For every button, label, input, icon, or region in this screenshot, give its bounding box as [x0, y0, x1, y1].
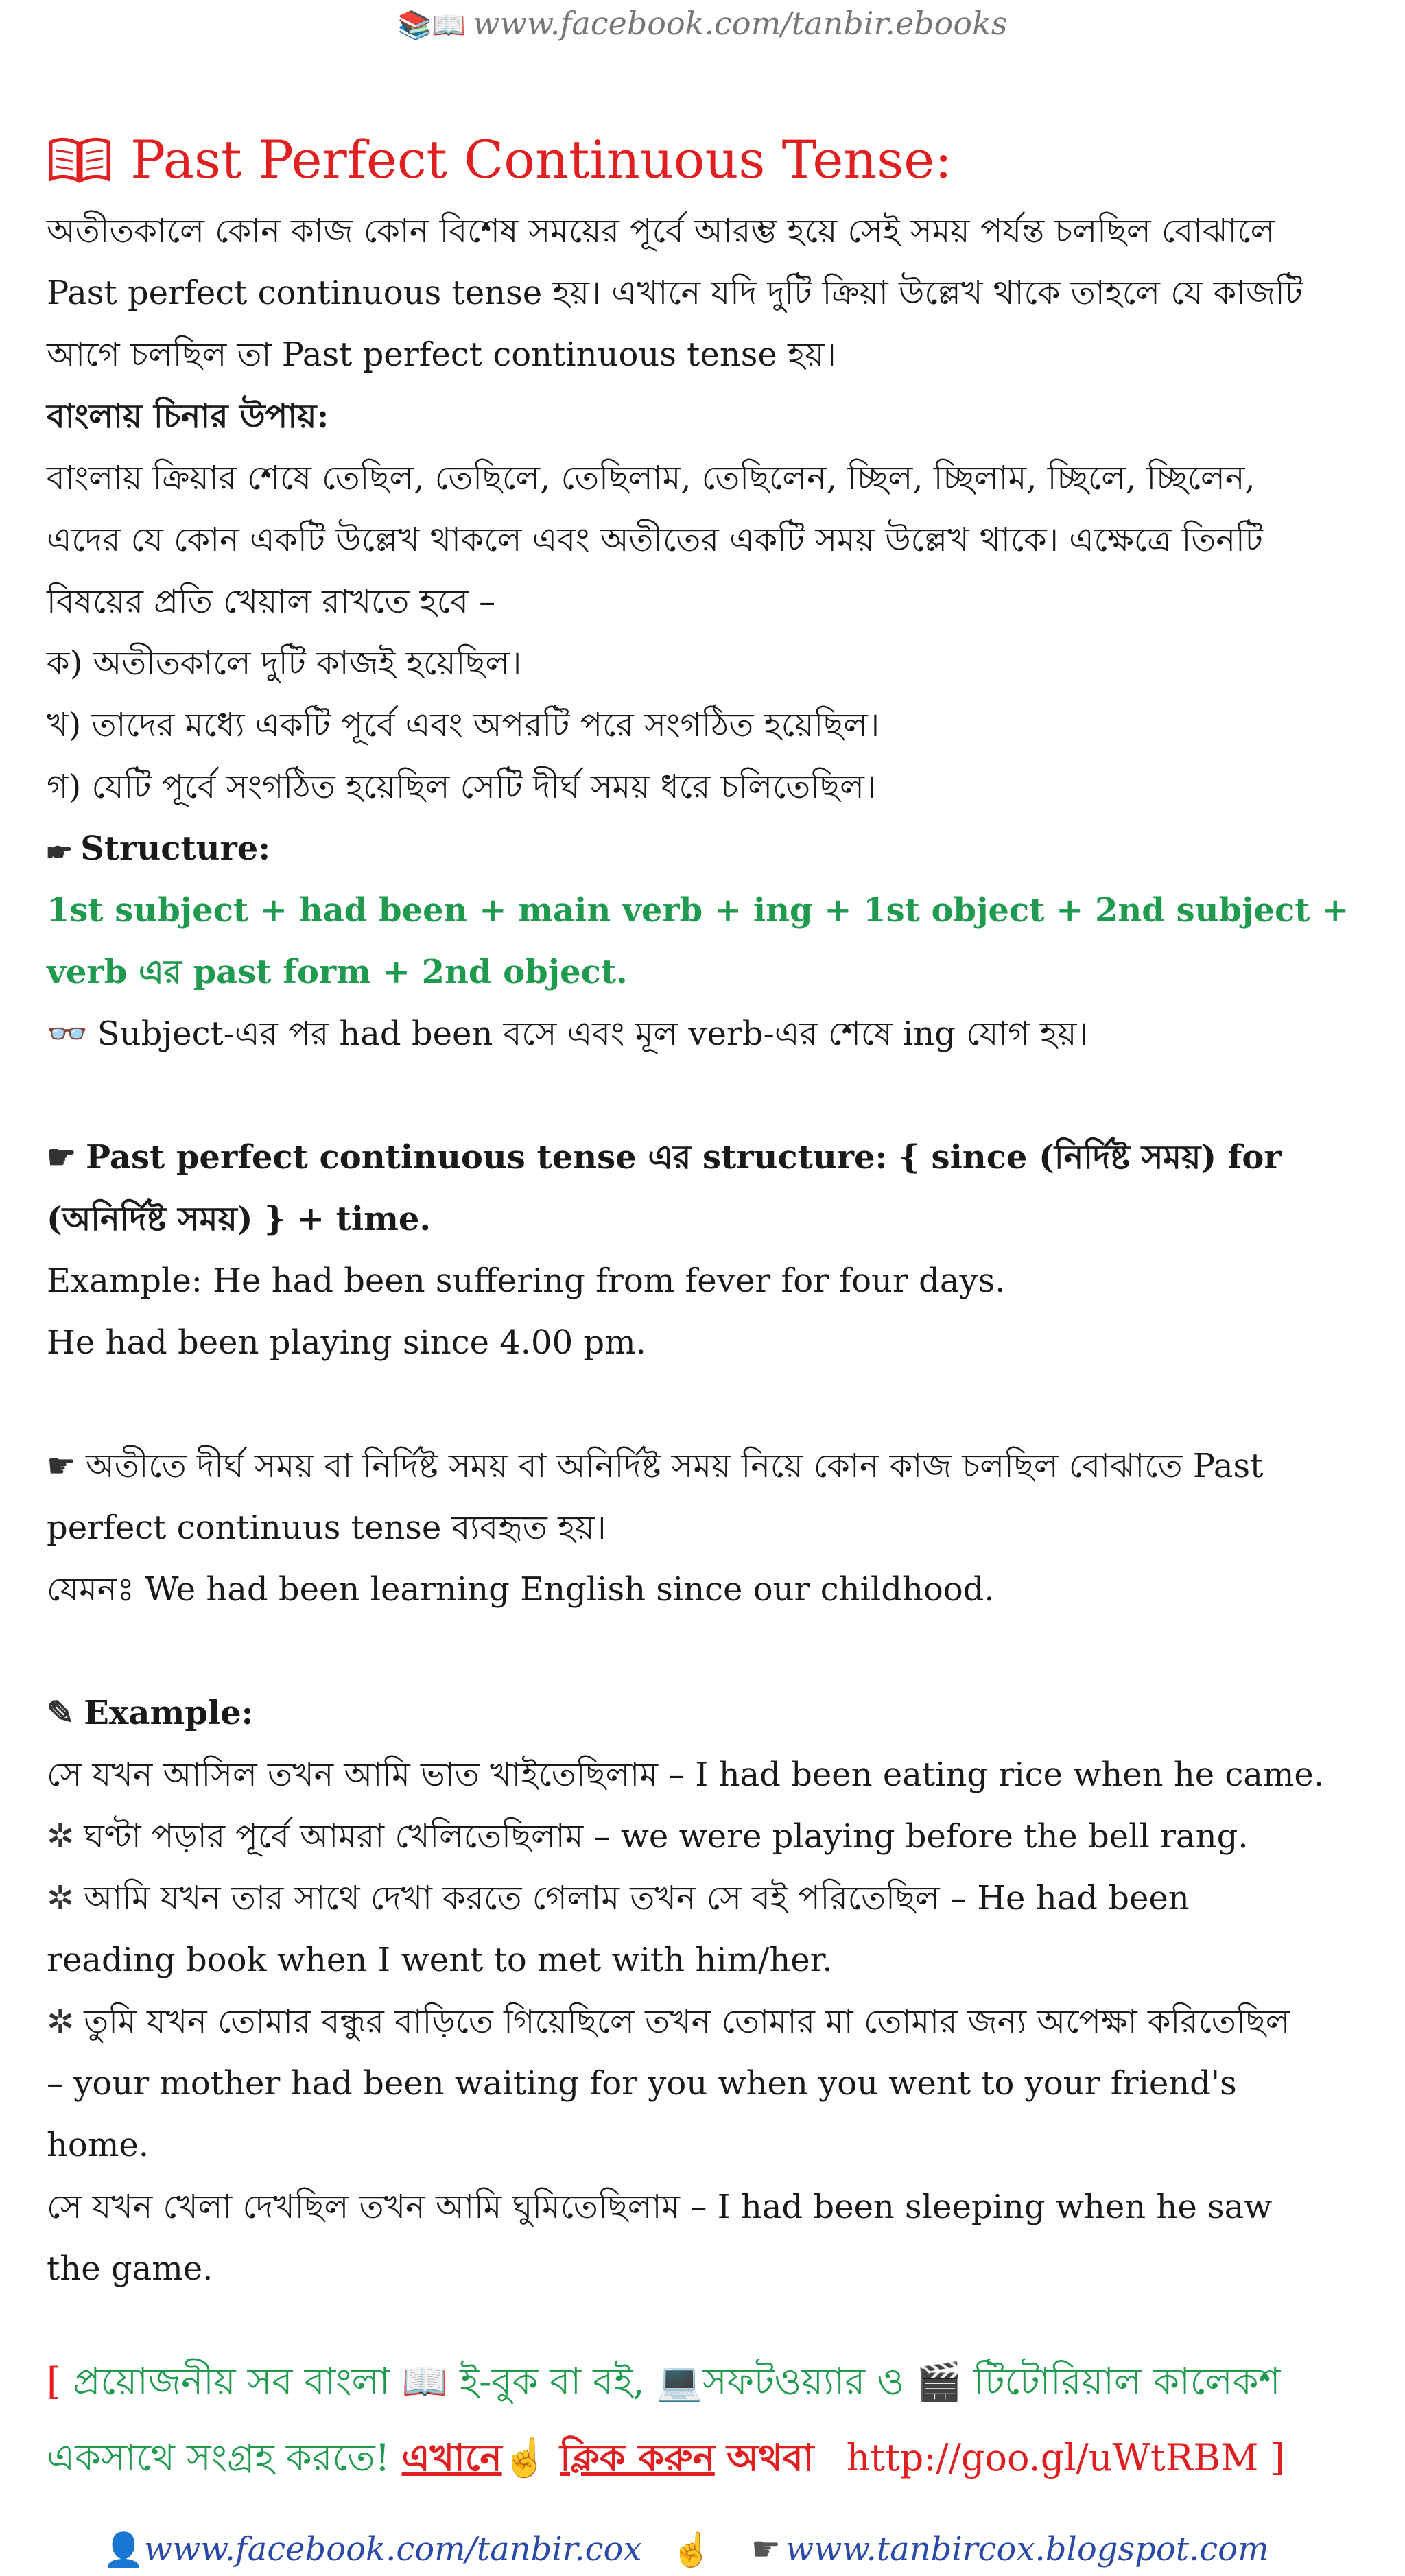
person-icon: 👤 — [103, 2531, 144, 2569]
spacer — [47, 1065, 1364, 1126]
hand-icon: 🖝 — [47, 829, 71, 868]
recognition-heading: বাংলায় চিনার উপায়: — [47, 397, 329, 436]
since-for-example-2: He had been playing since 4.00 pm. — [47, 1323, 646, 1362]
example-4 — [47, 1991, 1364, 2053]
example-heading-text: Example: — [84, 1694, 254, 1732]
example-5-cont: the game. — [47, 2249, 213, 2288]
promo-text-3: সফটওয়্যার ও — [702, 2360, 905, 2403]
star-icon: ✲ — [47, 1817, 75, 1856]
example-2-text: ঘণ্টা পড়ার পূর্বে আমরা খেলিতেছিলাম – we were playing before the bell rang. — [84, 1817, 1249, 1856]
page-header — [0, 3, 1405, 46]
glasses-icon: 👓 — [47, 1015, 88, 1053]
page-title: Past Perfect Continuous Tense: — [130, 128, 952, 190]
or-text: অথবা — [726, 2435, 814, 2479]
example-5: সে যখন খেলা দেখছিল তখন আমি ঘুমিতেছিলাম – I had been sleeping when he saw — [47, 2188, 1273, 2226]
pencil-icon: ✎ — [47, 1694, 75, 1732]
example-1: সে যখন আসিল তখন আমি ভাত খাইতেছিলাম – I had been eating rice when he came. — [47, 1756, 1325, 1794]
promo-text-5: একসাথে সংগ্রহ করতে! — [47, 2436, 390, 2479]
recognition-line-3: বিষয়ের প্রতি খেয়াল রাখতে হবে – — [47, 582, 496, 621]
since-for-heading-2: (অনির্দিষ্ট সময়) } + time. — [47, 1200, 432, 1238]
usage-example: যেমনঃ We had been learning English since our childhood. — [47, 1570, 995, 1609]
pointer-icon: ☛ — [47, 1447, 77, 1485]
document-body — [47, 200, 1364, 2300]
rule-kha: খ) তাদের মধ্যে একটি পূর্বে এবং অপরটি পরে সংগঠিত হয়েছিল। — [47, 706, 880, 744]
facebook-link[interactable]: www.facebook.com/tanbir.cox — [144, 2530, 642, 2568]
hand-pointer-icon: ☝ — [501, 2436, 548, 2479]
books-icon: 📚📖 — [397, 10, 467, 41]
structure-note-text: Subject-এর পর had been বসে এবং মূল verb-এর শেষে ing যোগ হয়। — [97, 1015, 1089, 1053]
header-url[interactable]: www.facebook.com/tanbir.ebooks — [473, 5, 1008, 42]
rule-ka: ক) অতীতকালে দুটি কাজই হয়েছিল। — [47, 644, 522, 683]
usage-line-1 — [47, 1435, 1364, 1497]
example-4-cont-1: – your mother had been waiting for you when you went to your friend's — [47, 2064, 1237, 2103]
promo-text-4: টিটোরিয়াল কালেকশ — [973, 2360, 1281, 2403]
since-for-heading-1 — [47, 1126, 1364, 1188]
star-icon: ✲ — [47, 1879, 75, 1917]
example-2 — [47, 1806, 1364, 1867]
promo-line-1 — [47, 2353, 1280, 2411]
open-bracket: [ — [47, 2360, 62, 2403]
spacer — [47, 1620, 1364, 1682]
close-bracket: ] — [1270, 2436, 1285, 2479]
since-for-example-1: Example: He had been suffering from fever for four days. — [47, 1262, 1006, 1300]
bottom-bar — [0, 2525, 1405, 2573]
book-icon — [48, 135, 111, 183]
promo-line-2 — [47, 2429, 1285, 2487]
example-3-text: আমি যখন তার সাথে দেখা করতে গেলাম তখন সে বই পরিতেছিল – He had been — [84, 1879, 1190, 1917]
rule-ga: গ) যেটি পূর্বে সংগঠিত হয়েছিল সেটি দীর্ঘ সময় ধরে চলিতেছিল। — [47, 768, 877, 806]
pointer-icon: ☛ — [751, 2530, 781, 2568]
usage-line-2: perfect continuus tense ব্যবহৃত হয়। — [47, 1509, 606, 1547]
star-icon: ✲ — [47, 2002, 75, 2041]
usage-line-1-text: অতীতে দীর্ঘ সময় বা নির্দিষ্ট সময় বা অনির্দিষ্ট সময় নিয়ে কোন কাজ চলছিল বোঝাতে Past — [86, 1447, 1264, 1485]
structure-heading — [47, 818, 1364, 879]
example-3 — [47, 1867, 1364, 1929]
promo-text-1: প্রয়োজনীয় সব বাংলা — [73, 2360, 390, 2403]
structure-formula-1: 1st subject + had been + main verb + ing + 1st object + 2nd subject + — [47, 891, 1349, 930]
promo-text-2: ই-বুক বা বই, — [460, 2360, 645, 2403]
definition-line-2: Past perfect continuous tense হয়। এখানে যদি দুটি ক্রিয়া উল্লেখ থাকে তাহলে যে কাজটি — [47, 274, 1303, 312]
since-for-heading-text: Past perfect continuous tense এর structure: { since (নির্দিষ্ট সময়) for — [86, 1138, 1282, 1177]
definition-line-3: আগে চলছিল তা Past perfect continuous tense হয়। — [47, 335, 836, 374]
definition-line-1: অতীতকালে কোন কাজ কোন বিশেষ সময়ের পূর্বে আরম্ভ হয়ে সেই সময় পর্যন্ত চলছিল বোঝালে — [47, 212, 1275, 250]
example-heading — [47, 1682, 1364, 1744]
section-title — [48, 125, 952, 193]
here-link[interactable]: এখানে — [401, 2435, 502, 2479]
click-link[interactable]: ক্লিক করুন — [560, 2435, 715, 2479]
recognition-line-1: বাংলায় ক্রিয়ার শেষে তেছিল, তেছিলে, তেছিলাম, তেছিলেন, চ্ছিল, চ্ছিলাম, চ্ছিলে, চ্ছিলেন, — [47, 459, 1255, 497]
clapperboard-icon: 🎬 — [916, 2360, 963, 2403]
structure-formula-2: verb এর past form + 2nd object. — [47, 953, 628, 991]
hand-icon: ☝ — [671, 2531, 712, 2569]
blog-link[interactable]: www.tanbircox.blogspot.com — [786, 2530, 1269, 2568]
short-url-link[interactable]: http://goo.gl/uWtRBM — [846, 2436, 1259, 2479]
spacer — [47, 1373, 1364, 1435]
book-icon: 📖 — [401, 2360, 448, 2403]
example-4-text: তুমি যখন তোমার বন্ধুর বাড়িতে গিয়েছিলে তখন তোমার মা তোমার জন্য অপেক্ষা করিতেছিল — [84, 2002, 1290, 2041]
example-4-cont-2: home. — [47, 2126, 149, 2164]
structure-heading-text: Structure: — [80, 829, 271, 868]
pointer-icon: ☛ — [47, 1138, 77, 1177]
structure-note — [47, 1003, 1364, 1065]
laptop-icon: 💻 — [656, 2360, 702, 2403]
recognition-line-2: এদের যে কোন একটি উল্লেখ থাকলে এবং অতীতের একটি সময় উল্লেখ থাকে। এক্ষেত্রে তিনটি — [47, 521, 1263, 559]
example-3-cont: reading book when I went to met with him/her. — [47, 1941, 833, 1979]
